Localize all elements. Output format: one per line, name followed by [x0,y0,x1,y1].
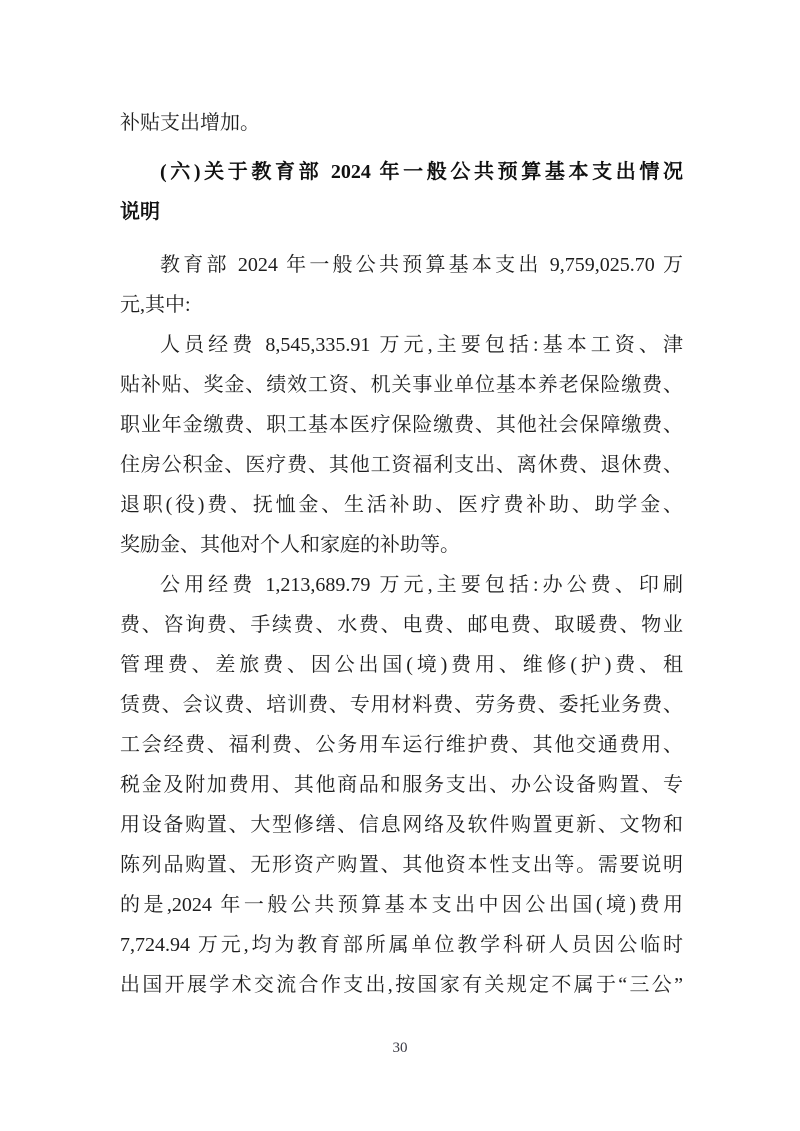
document-body [120,103,683,1005]
paragraph [120,565,683,1005]
text-line: 人员经费 8,545,335.91 万元,主要包括:基本工资、津 [160,334,683,356]
text-line: 公用经费 1,213,689.79 万元,主要包括:办公费、印刷 [160,574,683,596]
text-line: 赁费、会议费、培训费、专用材料费、劳务费、委托业务费、 [120,694,683,716]
paragraph [120,325,683,565]
text-line: 职业年金缴费、职工基本医疗保险缴费、其他社会保障缴费、 [120,414,683,436]
text-line: 陈列品购置、无形资产购置、其他资本性支出等。需要说明 [120,854,683,876]
text-line: 退职(役)费、抚恤金、生活补助、医疗费补助、助学金、 [120,494,683,516]
text-line: 贴补贴、奖金、绩效工资、机关事业单位基本养老保险缴费、 [120,374,683,396]
text-line: 出国开展学术交流合作支出,按国家有关规定不属于“三公” [120,974,683,996]
text-line: 补贴支出增加。 [120,112,260,134]
page-number: 30 [392,1040,408,1056]
text-line: 教育部 2024 年一般公共预算基本支出 9,759,025.70 万 [160,254,683,276]
text-line: 元,其中: [120,294,191,316]
text-line: 7,724.94 万元,均为教育部所属单位教学科研人员因公临时 [120,934,683,956]
text-line: 费、咨询费、手续费、水费、电费、邮电费、取暖费、物业 [120,614,683,636]
text-line: 税金及附加费用、其他商品和服务支出、办公设备购置、专 [120,774,683,796]
text-line: 奖励金、其他对个人和家庭的补助等。 [120,534,460,556]
text-line: 管理费、差旅费、因公出国(境)费用、维修(护)费、租 [120,654,683,676]
text-line: (六)关于教育部 2024 年一般公共预算基本支出情况 [160,161,683,183]
paragraph [120,103,683,143]
text-line: 的是,2024 年一般公共预算基本支出中因公出国(境)费用 [120,894,683,916]
section-heading [120,152,683,232]
text-line: 住房公积金、医疗费、其他工资福利支出、离休费、退休费、 [120,454,683,476]
text-line: 说明 [120,201,160,223]
paragraph [120,245,683,325]
text-line: 用设备购置、大型修缮、信息网络及软件购置更新、文物和 [120,814,683,836]
text-line: 工会经费、福利费、公务用车运行维护费、其他交通费用、 [120,734,683,756]
